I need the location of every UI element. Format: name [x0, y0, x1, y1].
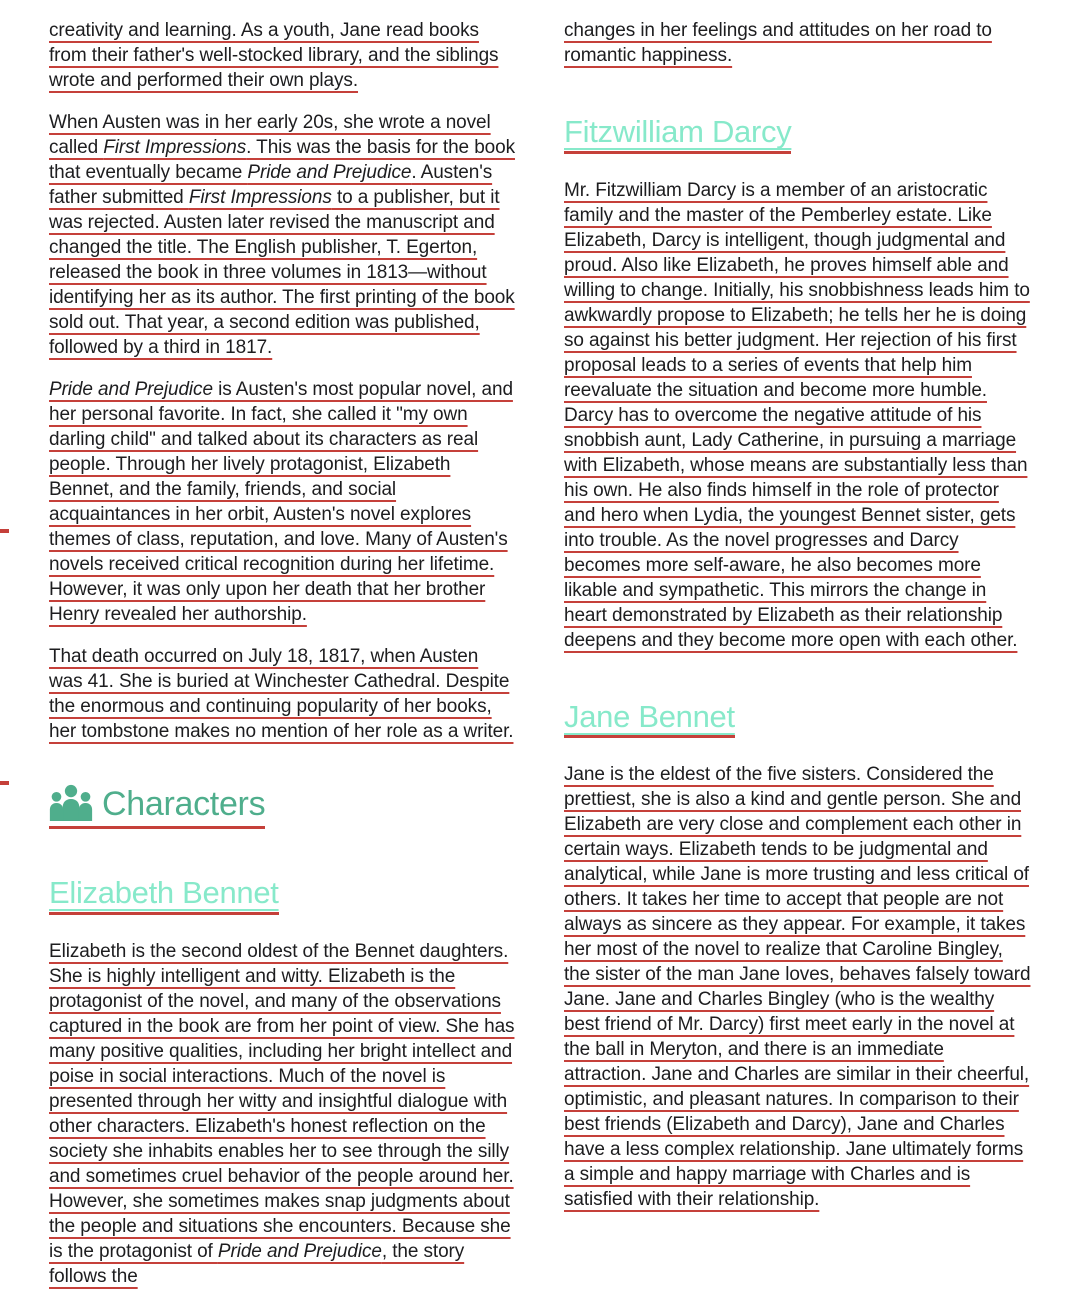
- paragraph: [49, 939, 516, 1289]
- text-run: , the story follows the: [49, 1240, 465, 1287]
- change-bar: [0, 781, 9, 785]
- text-run: . This was the basis for the book that eventually became: [49, 137, 515, 183]
- text-run: Jane is the eldest of the five sisters. Considered the prettiest, she is also a kind and gentle person. She and Elizabeth are very close and complement each other in certain ways. Elizabeth tends to be judgmental and analytical, while Jane is more trusting and less critical of others. It takes her time to accept that people are not always as sincere as they appear. For example, it takes her most of the novel to realize that Caroline Bingley, the sister of the man Jane loves, behaves falsely toward Jane. Jane and Charles Bingley (who is the wealthy best friend of Mr. Darcy) first meet early in the novel at the ball in Meryton, and there is an immediate attraction. Jane and Charles are similar in their cheerful, optimistic, and pleasant natures. In comparison to their best friends (Elizabeth and Darcy), Jane and Charles have a less complex relationship. Jane ultimately forms a simple and happy marriage with Charles and is satisfied with their relationship.: [564, 764, 1031, 1211]
- people-icon: [49, 784, 93, 821]
- paragraph: [49, 18, 516, 93]
- left-column: [49, 18, 516, 1306]
- book-title-italic: Pride and Prejudice: [217, 1240, 382, 1262]
- paragraph: [564, 18, 1031, 68]
- character-heading-underline: [564, 114, 791, 154]
- section-heading-characters: [49, 784, 516, 829]
- paragraph: [49, 644, 516, 744]
- book-title-italic: First Impressions: [103, 137, 247, 158]
- character-name-link[interactable]: Jane Bennet: [564, 698, 735, 734]
- character-heading-jane-bennet: [564, 699, 1031, 739]
- character-heading-underline: [564, 699, 735, 739]
- text-run: is Austen's most popular novel, and her personal favorite. In fact, she called it "my own darling child" and talked about its characters as real people. Through her lively protagonist, Elizabeth Bennet, and the family, friends, and social acquaintances in her orbit, Austen's novel explores themes of class, reputation, and love. Many of Austen's novels received critical recognition during her lifetime. However, it was only upon her death that her brother Henry revealed her authorship.: [49, 379, 513, 625]
- book-title-italic: Pride and Prejudice: [49, 379, 213, 400]
- character-heading-underline: [49, 875, 279, 915]
- paragraph: [49, 110, 516, 360]
- text-run: creativity and learning. As a youth, Jane read books from their father's well-stocked library, and the siblings wrote and performed their own plays.: [49, 20, 499, 91]
- section-heading-label: Characters: [102, 785, 266, 823]
- text-run: Elizabeth is the second oldest of the Bennet daughters. She is highly intelligent and witty. Elizabeth is the protagonist of the novel, and many of the observations captured in the book are from her point of view. She has many positive qualities, including her bright intellect and poise in social interactions. Much of the novel is presented through her witty and insightful dialogue with other characters. Elizabeth's honest reflection on the society she inhabits enables her to see through the silly and sometimes cruel behavior of the people around her. However, she sometimes makes snap judgments about the people and situations she encounters. Because she is the protagonist of: [49, 940, 515, 1262]
- text-run: That death occurred on July 18, 1817, when Austen was 41. She is buried at Winchester Cathedral. Despite the enormous and continuing popularity of her books, her tombstone makes no mention of her role as a writer.: [49, 646, 514, 742]
- paragraph: [564, 762, 1031, 1212]
- character-name-link[interactable]: Elizabeth Bennet: [49, 875, 279, 910]
- text-run: Mr. Fitzwilliam Darcy is a member of an aristocratic family and the master of the Pemberley estate. Like Elizabeth, Darcy is intelligent, though judgmental and proud. Also like Elizabeth, he proves himself able and willing to change. Initially, his snobbishness leads him to awkwardly propose to Elizabeth; he tells her he is doing so against his better judgment. Her rejection of his first proposal leads to a series of events that help him reevaluate the situation and become more humble. Darcy has to overcome the negative attitude of his snobbish aunt, Lady Catherine, in pursuing a marriage with Elizabeth, whose means are substantially less than his own. He also finds himself in the role of protector and hero when Lydia, the youngest Bennet sister, gets into trouble. As the novel progresses and Darcy becomes more self-aware, he also becomes more likable and sympathetic. This mirrors the change in heart demonstrated by Elizabeth as their relationship deepens and they become more open with each other.: [564, 179, 1030, 651]
- book-title-italic: First Impressions: [188, 187, 332, 208]
- change-bar: [0, 529, 9, 533]
- paragraph: [564, 178, 1031, 653]
- text-run: changes in her feelings and attitudes on her road to romantic happiness.: [564, 20, 992, 66]
- right-column: [564, 18, 1031, 1229]
- book-title-italic: Pride and Prejudice: [247, 162, 412, 183]
- character-heading-fitzwilliam-darcy: [564, 114, 1031, 154]
- text-run: to a publisher, but it was rejected. Austen later revised the manuscript and changed the title. The English publisher, T. Egerton, released the book in three volumes in 1813—without identifying her as its author. The first printing of the book sold out. That year, a second edition was published, followed by a third in 1817.: [49, 187, 515, 358]
- text-run: When Austen was in her early 20s, she wrote a novel called: [49, 112, 491, 158]
- paragraph: [49, 377, 516, 627]
- text-run: . Austen's father submitted: [49, 162, 493, 208]
- character-name-link[interactable]: Fitzwilliam Darcy: [564, 114, 792, 149]
- character-heading-elizabeth-bennet: [49, 875, 516, 915]
- section-heading-underline: [49, 784, 265, 829]
